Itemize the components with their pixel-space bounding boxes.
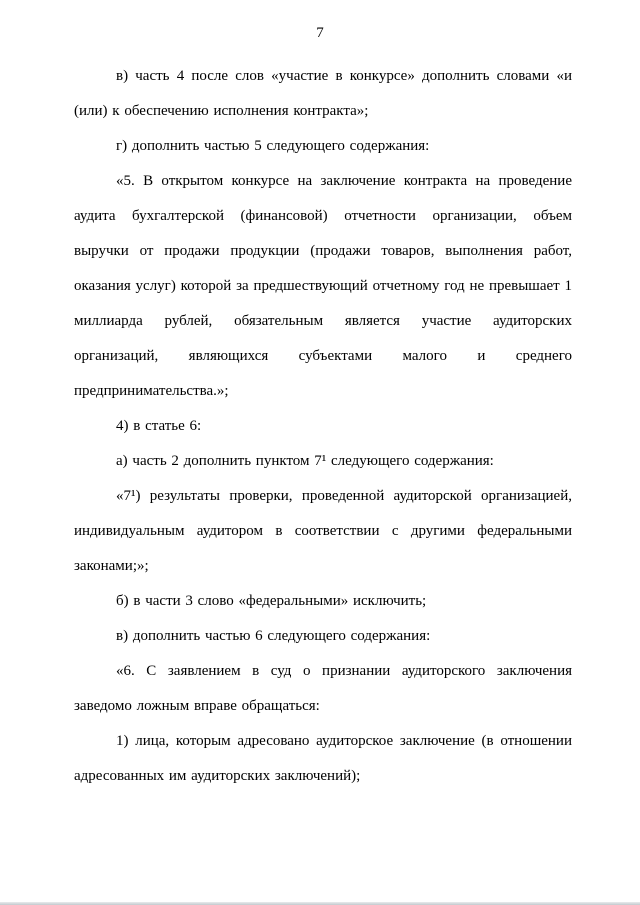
paragraph: а) часть 2 дополнить пунктом 7¹ следующего содержания: — [116, 453, 494, 469]
paragraph: г) дополнить частью 5 следующего содержания: — [116, 138, 430, 154]
paragraph: «6. С заявлением в суд о признании аудиторского заключения заведомо ложным вправе обращаться: — [74, 663, 572, 714]
paragraph: в) дополнить частью 6 следующего содержания: — [116, 628, 431, 644]
page-number: 7 — [316, 25, 324, 41]
paragraph: 1) лица, которым адресовано аудиторское заключение (в отношении адресованных им аудиторских заключений); — [74, 733, 572, 784]
paragraph: «7¹) результаты проверки, проведенной аудиторской организацией, индивидуальным аудитором в соответствии с другими федеральными законами;»; — [74, 488, 572, 574]
paragraph: в) часть 4 после слов «участие в конкурсе» дополнить словами «и (или) к обеспечению исполнения контракта»; — [74, 68, 572, 119]
paragraph: б) в части 3 слово «федеральными» исключить; — [116, 593, 427, 609]
paragraph: 4) в статье 6: — [116, 418, 202, 434]
document-body — [74, 59, 572, 794]
paragraph: «5. В открытом конкурсе на заключение контракта на проведение аудита бухгалтерской (финансовой) отчетности организации, объем выручки от продажи продукции (продажи товаров, выполнения работ, оказания услуг) которой за предшествующий отчетному год не превышает 1 миллиарда рублей, обязательным является участие аудиторских организаций, являющихся субъектами малого и среднего предпринимательства.»; — [74, 173, 572, 399]
